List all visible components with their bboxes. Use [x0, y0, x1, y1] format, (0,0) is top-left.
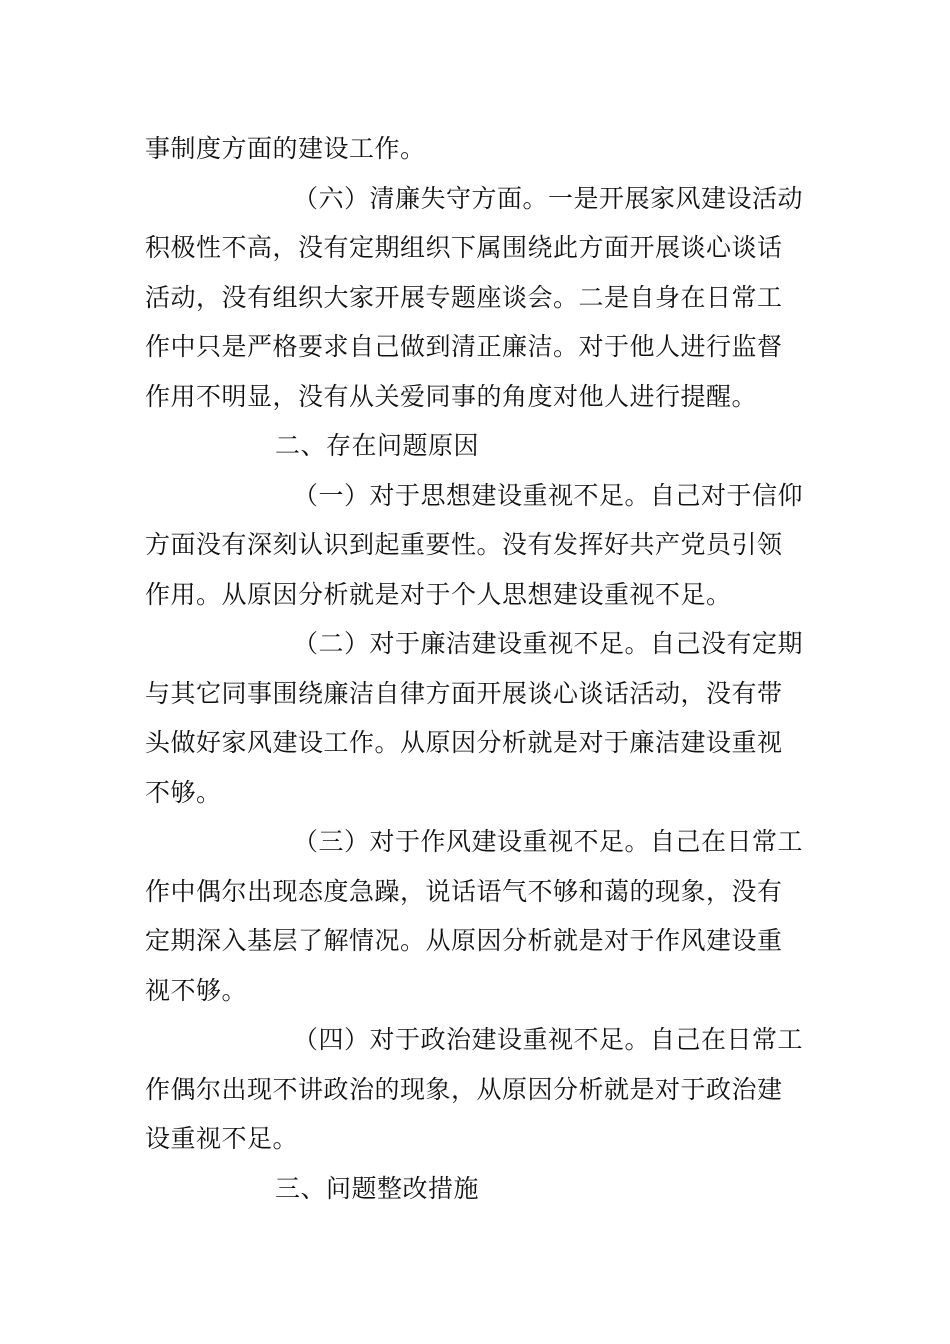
paragraph-start-line: （二）对于廉洁建设重视不足。自己没有定期 [293, 629, 804, 658]
text-line: 事制度方面的建设工作。 [145, 134, 426, 163]
section-heading: 二、存在问题原因 [275, 431, 480, 460]
text-line: 积极性不高，没有定期组织下属围绕此方面开展谈心谈话 [145, 233, 783, 262]
text-line: 作偶尔出现不讲政治的现象，从原因分析就是对于政治建 [145, 1074, 783, 1104]
text-line: 定期深入基层了解情况。从原因分析就是对于作风建设重 [145, 926, 783, 955]
paragraph-start-line: （六）清廉失守方面。一是开展家风建设活动 [293, 183, 804, 213]
text-line: 与其它同事围绕廉洁自律方面开展谈心谈话活动，没有带 [145, 678, 783, 708]
paragraph-start-line: （一）对于思想建设重视不足。自己对于信仰 [293, 480, 804, 510]
section-heading: 三、问题整改措施 [275, 1173, 480, 1203]
text-line: 方面没有深刻认识到起重要性。没有发挥好共产党员引领 [145, 530, 783, 559]
text-line: 头做好家风建设工作。从原因分析就是对于廉洁建设重视 [145, 728, 783, 757]
text-line: 作用。从原因分析就是对于个人思想建设重视不足。 [145, 579, 732, 609]
text-line: 作中只是严格要求自己做到清正廉洁。对于他人进行监督 [145, 332, 783, 361]
text-line: 活动，没有组织大家开展专题座谈会。二是自身在日常工 [145, 282, 783, 312]
text-line: 设重视不足。 [145, 1124, 299, 1153]
text-line: 不够。 [145, 777, 222, 807]
paragraph-start-line: （三）对于作风建设重视不足。自己在日常工 [293, 827, 804, 856]
text-line: 视不够。 [145, 975, 248, 1005]
text-line: 作用不明显，没有从关爱同事的角度对他人进行提醒。 [145, 381, 758, 411]
document-page [145, 124, 815, 1213]
text-line: 作中偶尔出现态度急躁，说话语气不够和蔼的现象，没有 [145, 876, 783, 906]
paragraph-start-line: （四）对于政治建设重视不足。自己在日常工 [293, 1025, 804, 1054]
